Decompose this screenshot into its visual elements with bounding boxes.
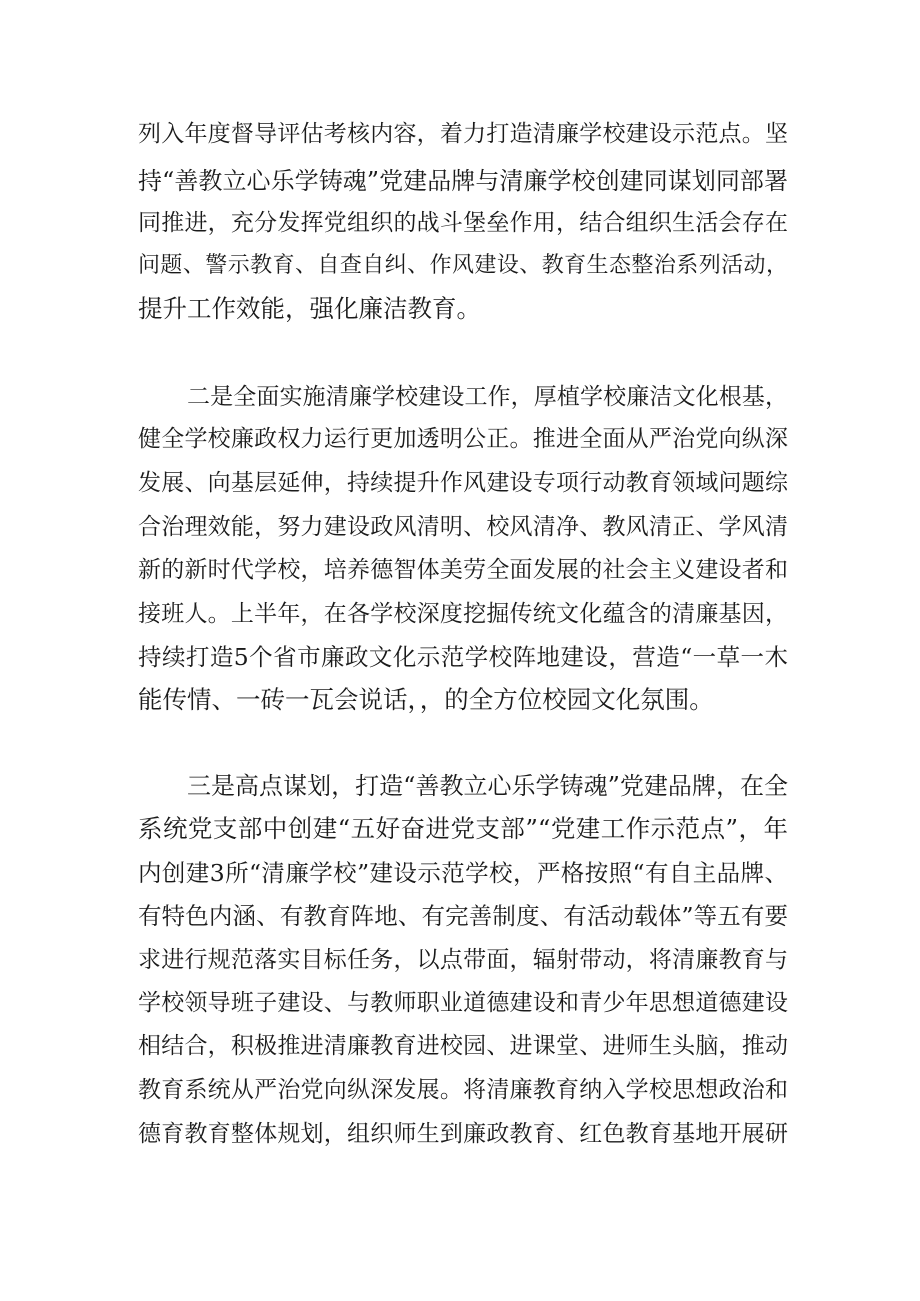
paragraph-1-line-5: 提升工作效能，强化廉洁教育。 — [138, 294, 481, 323]
paragraph-3-line-3: 内创建3所“清廉学校”建设示范学校，严格按照“有自主品牌、 — [138, 859, 788, 887]
paragraph-2-line-3: 发展、向基层延伸，持续提升作风建设专项行动教育领域问题综 — [138, 470, 788, 496]
paragraph-1-line-2: 持“善教立心乐学铸魂”党建品牌与清廉学校创建同谋划同部署 — [138, 167, 788, 195]
paragraph-3-line-5: 求进行规范落实目标任务，以点带面，辐射带动，将清廉教育与 — [138, 947, 788, 973]
paragraph-3-line-6: 学校领导班子建设、与教师职业道德建设和青少年思想道德建设 — [138, 990, 788, 1016]
paragraph-1-line-3: 同推进，充分发挥党组织的战斗堡垒作用，结合组织生活会存在 — [138, 210, 788, 236]
paragraph-3-line-8: 教育系统从严治党向纵深发展。将清廉教育纳入学校思想政治和 — [138, 1077, 788, 1103]
paragraph-3-line-9: 德育教育整体规划，组织师生到廉政教育、红色教育基地开展研 — [138, 1121, 788, 1147]
paragraph-2-line-2: 健全学校廉政权力运行更加透明公正。推进全面从严治党向纵深 — [138, 426, 788, 452]
paragraph-3-line-1: 三是高点谋划，打造“善教立心乐学铸魂”党建品牌，在全 — [187, 772, 788, 800]
paragraph-1-line-1: 列入年度督导评估考核内容，着力打造清廉学校建设示范点。坚 — [138, 121, 788, 147]
paragraph-2-line-5: 新的新时代学校，培养德智体美劳全面发展的社会主义建设者和 — [138, 557, 788, 583]
paragraph-2-line-1: 二是全面实施清廉学校建设工作，厚植学校廉洁文化根基， — [187, 384, 788, 410]
paragraph-3-line-4: 有特色内涵、有教育阵地、有完善制度、有活动载体”等五有要 — [138, 902, 788, 930]
paragraph-2-line-8: 能传情、一砖一瓦会说话，，的全方位校园文化氛围。 — [138, 685, 714, 714]
paragraph-2-line-4: 合治理效能，努力建设政风清明、校风清净、教风清正、学风清 — [138, 514, 788, 540]
paragraph-3-line-7: 相结合，积极推进清廉教育进校园、进课堂、进师生头脑，推动 — [138, 1033, 788, 1059]
paragraph-1-line-4: 问题、警示教育、自查自纠、作风建设、教育生态整治系列活动， — [138, 253, 788, 278]
paragraph-3-line-2: 系统党支部中创建“五好奋进党支部”“党建工作示范点”，年 — [138, 814, 788, 843]
paragraph-2-line-7: 持续打造5个省市廉政文化示范学校阵地建设，营造“一草一木 — [138, 643, 788, 671]
paragraph-2-line-6: 接班人。上半年，在各学校深度挖掘传统文化蕴含的清廉基因， — [138, 601, 788, 627]
